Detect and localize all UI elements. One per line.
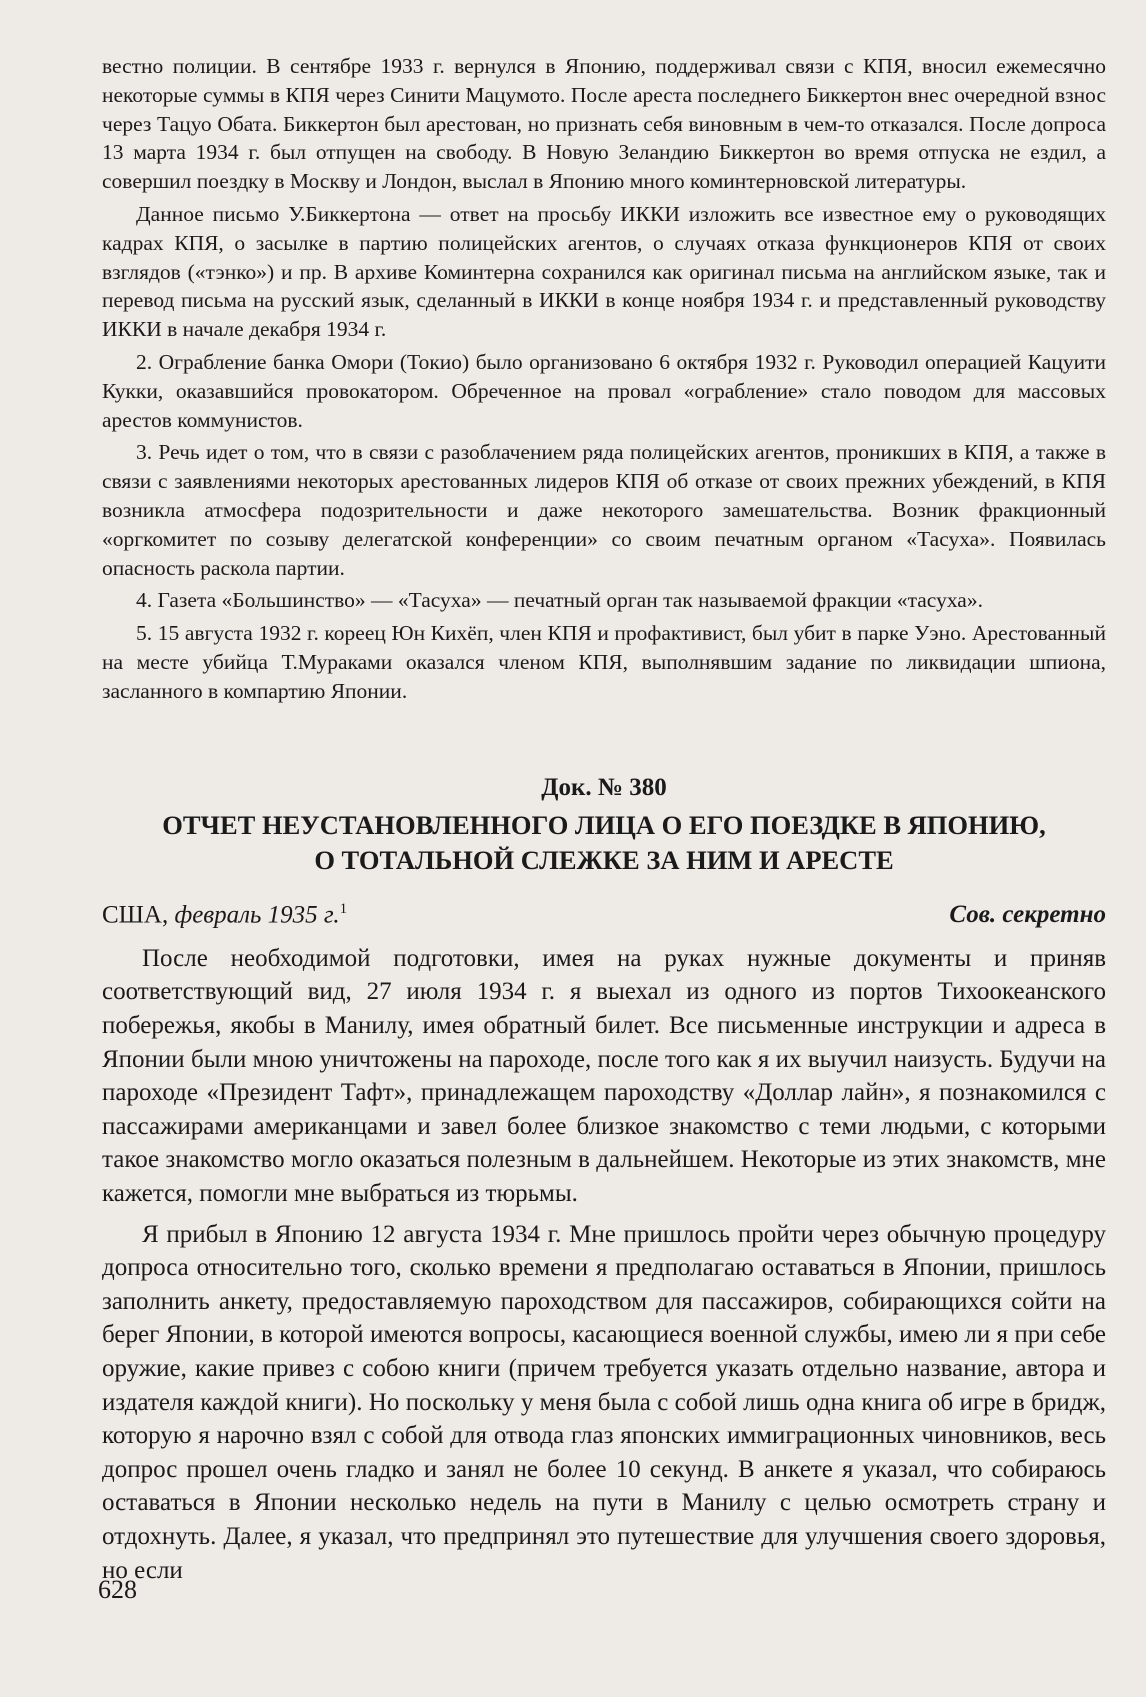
endnote-paragraph: 5. 15 августа 1932 г. кореец Юн Кихёп, член КПЯ и профактивист, был убит в парке Уэно. Арестованный на месте убийца Т.Мураками оказался членом КПЯ, выполнявшим задание по ликвидации шпиона, засланного в компартию Японии. [102, 621, 1106, 703]
endnote-paragraph: 4. Газета «Большинство» — «Тасуха» — печатный орган так называемой фракции «тасуха». [136, 588, 983, 613]
document-meta [102, 892, 1106, 932]
document-place: США, [102, 900, 169, 928]
endnotes-section [102, 52, 1106, 706]
document-title-line: О ТОТАЛЬНОЙ СЛЕЖКЕ ЗА НИМ И АРЕСТЕ [314, 844, 894, 875]
endnote-paragraph: Данное письмо У.Биккертона — ответ на просьбу ИККИ изложить все известное ему о руководящих кадрах КПЯ, о засылке в партию полицейских агентов, о случаях отказа функционеров КПЯ от своих взглядов («тэнко») и пр. В архиве Коминтерна сохранился как оригинал письма на английском языке, так и перевод письма на русский язык, сделанный в ИККИ в конце ноября 1934 г. и представленный руководству ИККИ в начале декабря 1934 г. [102, 201, 1106, 342]
endnote-paragraph: 2. Ограбление банка Омори (Токио) было организовано 6 октября 1932 г. Руководил операцией Кацуити Кукки, оказавшийся провокатором. Обреченное на провал «ограбление» стало поводом для массовых арестов коммунистов. [102, 349, 1106, 432]
page-number: 628 [98, 1575, 137, 1604]
document-title [102, 808, 1106, 878]
body-paragraph: После необходимой подготовки, имея на руках нужные документы и приняв соответствующий вид, 27 июля 1934 г. я выехал из одного из портов Тихоокеанского побережья, якобы в Манилу, имея обратный билет. Все письменные инструкции и адреса в Японии были мною уничтожены на пароходе, после того как я их выучил наизусть. Будучи на пароходе «Президент Тафт», принадлежащем пароходству «Доллар лайн», я познакомился с пассажирами американцами и завел более близкое знакомство с теми людьми, с которыми такое знакомство могло оказаться полезным в дальнейшем. Некоторые из этих знакомств, мне кажется, помогли мне выбраться из тюрьмы. [102, 944, 1106, 1208]
place-date [102, 892, 347, 932]
classification-stamp: Сов. секретно [949, 900, 1106, 928]
document-number: Док. № 380 [541, 773, 667, 801]
endnote-paragraph: вестно полиции. В сентябре 1933 г. вернулся в Японию, поддерживал связи с КПЯ, вносил ежемесячно некоторые суммы в КПЯ через Синити Мацумото. После ареста последнего Биккертон внес очередной взнос через Тацуо Обата. Биккертон был арестован, но признать себя виновным в чем-то отказался. После допроса 13 марта 1934 г. был отпущен на свободу. В Новую Зеландию Биккертон во время отпуска не ездил, а совершил поездку в Москву и Лондон, выслал в Японию много коминтерновской литературы. [102, 54, 1106, 194]
document-body [102, 942, 1106, 1587]
footnote-mark: 1 [339, 900, 348, 917]
endnote-paragraph: 3. Речь идет о том, что в связи с разоблачением ряда полицейских агентов, проникших в КПЯ, а также в связи с заявлениями некоторых арестованных лидеров КПЯ об отказе от своих прежних убеждений, в КПЯ возникла атмосфера подозрительности и даже некоторого замешательства. Возник фракционный «оргкомитет по созыву делегатской конференции» со своим печатным органом «Тасуха». Появилась опасность раскола партии. [102, 440, 1106, 580]
document-title-line: ОТЧЕТ НЕУСТАНОВЛЕННОГО ЛИЦА О ЕГО ПОЕЗДКЕ В ЯПОНИЮ, [162, 809, 1046, 840]
document-date: февраль 1935 г. [174, 900, 340, 928]
body-paragraph: Я прибыл в Японию 12 августа 1934 г. Мне пришлось пройти через обычную процедуру допроса относительно того, сколько времени я предполагаю оставаться в Японии, пришлось заполнить анкету, предоставляемую пароходством для пассажиров, собирающихся сойти на берег Японии, в которой имеются вопросы, касающиеся военной службы, имею ли я при себе оружие, какие привез с собою книги (причем требуется указать отдельно название, автора и издателя каждой книги). Но поскольку у меня была с собой лишь одна книга об игре в бридж, которую я нарочно взял с собой для отвода глаз японских иммиграционных чиновников, весь допрос прошел очень гладко и занял не более 10 секунд. В анкете я указал, что собираюсь оставаться в Японии несколько недель на пути в Манилу с целью осмотреть страну и отдохнуть. Далее, я указал, что предпринял это путешествие для улучшения своего здоровья, но если [102, 1220, 1106, 1584]
